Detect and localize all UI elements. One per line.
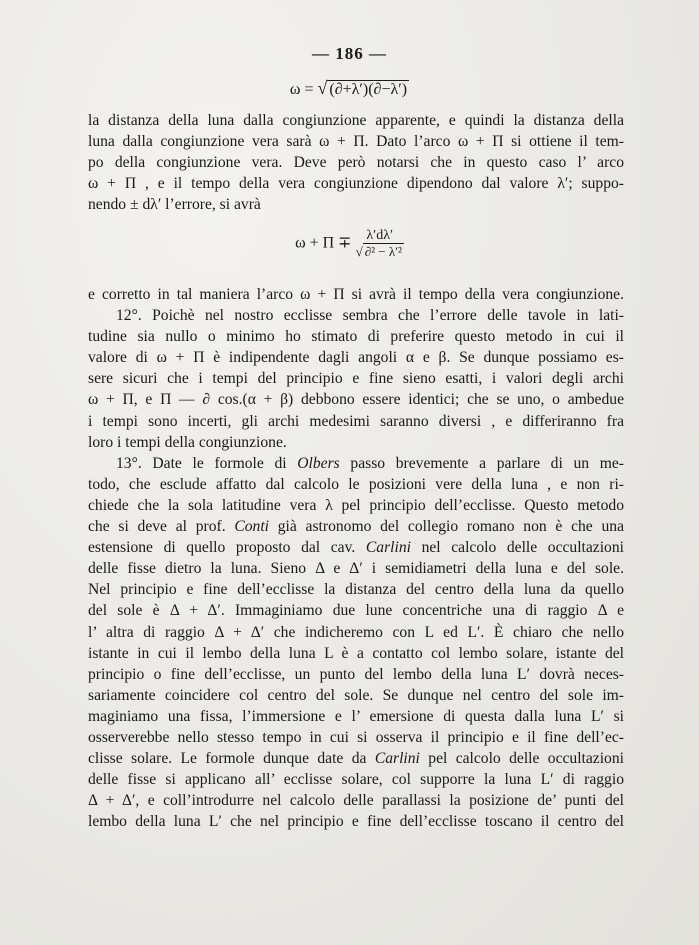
radicand: (∂+λ′)(∂−λ′): [329, 81, 408, 98]
equation-omega: [0, 78, 699, 99]
section-12-start: 12°. Poichè nel nostro ecclisse sembra che l’errore delle tavole in lati-: [116, 307, 624, 325]
text-line: loro i tempi della congiunzione.: [88, 433, 287, 451]
text-line: valore di ω + Π è indipendente dagli angoli α e β. Se dunque possiamo es-: [88, 349, 624, 367]
text-line: [88, 748, 624, 769]
name-conti: Conti: [234, 518, 270, 536]
paragraph-1: [88, 110, 624, 215]
section-13-start: [88, 453, 624, 474]
text-line: l’ altra di raggio Δ + Δ′ che indicheremo con L ed L′. È chiaro che nello: [88, 623, 624, 641]
text-fragment: nel calcolo delle occultazioni: [410, 539, 624, 557]
text-fragment: che si deve al prof.: [88, 518, 235, 536]
text-line: lembo della luna L′ che nel principio e fine dell’ecclisse toscano il centro del: [88, 813, 624, 831]
paragraph-2: [88, 284, 624, 832]
text-line: todo, che esclude affatto dal calcolo le posizioni vere della luna , e non ri-: [88, 475, 624, 493]
text-line: delle fisse dietro la luna. Sieno Δ e Δ′ i semidiametri della luna e del sole.: [88, 560, 624, 578]
text-line: [88, 516, 624, 537]
text-line: la distanza della luna dalla congiunzione apparente, e quindi la distanza della: [88, 112, 624, 129]
text-line: po della congiunzione vera. Deve però notarsi che in questo caso l’ arco: [88, 154, 624, 172]
name-carlini: Carlini: [374, 750, 420, 768]
text-line: [88, 537, 624, 558]
text-line: ω + Π , e il tempo della vera congiunzione dipendono dal valore λ′; suppo-: [88, 175, 624, 193]
text-line: Δ + Δ′, e coll’introdurre nel calcolo delle parallassi la posizione de’ punti del: [88, 792, 624, 810]
text-line: i tempi sono incerti, gli archi medesimi saranno diversi , e differiranno fra: [88, 412, 624, 430]
text-fragment: clisse solare. Le formole dunque date da: [88, 750, 375, 768]
page-number: — 186 —: [312, 44, 387, 63]
text-fragment: già astronomo del collegio romano non è che una: [269, 518, 624, 536]
text-line: sariamente coincidere col centro del sole. Se dunque nel centro del sole im-: [88, 686, 624, 704]
radical-sign: √: [355, 244, 363, 259]
text-line: del sole è Δ + Δ′. Immaginiamo due lune concentriche una di raggio Δ e: [88, 602, 624, 620]
text-fragment: 13°. Date le formole di: [116, 454, 298, 472]
text-fragment: pel calcolo delle occultazioni: [419, 750, 624, 768]
text-line: ω + Π, e Π — ∂ cos.(α + β) debbono essere identici; che se uno, o ambedue: [88, 391, 624, 409]
text-line: tudine sia nullo o minimo ho stimato di preferire questo metodo in cui il: [88, 328, 624, 346]
radical-sign: √: [317, 78, 328, 98]
text-fragment: passo brevemente a parlare di un me-: [339, 454, 624, 472]
denominator: [356, 244, 404, 260]
radicand: ∂² − λ′²: [364, 244, 402, 259]
text-line: e corretto in tal maniera l’arco ω + Π si avrà il tempo della vera congiunzione.: [88, 286, 624, 303]
text-line: maginiamo una fissa, l’immersione e l’ emersione di questa dalla luna L′ si: [88, 707, 624, 725]
text-line: chiede che la sola latitudine vera λ pel principio dell’ecclisse. Questo metodo: [88, 496, 624, 514]
text-line: Nel principio e fine dell’ecclisse la distanza del centro della luna da quello: [88, 581, 624, 599]
fraction: [356, 228, 404, 260]
text-line: sere sicuri che i tempi del principio e fine sieno esatti, i valori degli archi: [88, 370, 624, 388]
text-line: principio o fine dell’ecclisse, un punto del lembo della luna L′ dovrà neces-: [88, 665, 624, 683]
text-line: nendo ± dλ′ l’errore, si avrà: [88, 196, 261, 214]
text-line: luna dalla congiunzione vera sarà ω + Π. Dato l’arco ω + Π si ottiene il tem-: [88, 133, 624, 151]
square-root: [317, 78, 409, 99]
text-line: delle fisse si applicano all’ ecclisse solare, col supporre la luna L′ di raggio: [88, 771, 624, 789]
equation-lhs: ω + Π ∓: [295, 234, 352, 252]
name-carlini: Carlini: [365, 539, 411, 557]
text-fragment: estensione di quello proposto dal cav.: [88, 539, 366, 557]
text-line: osserverebbe nello stesso tempo in cui si osserva il principio e il fine dell’ec-: [88, 728, 624, 746]
equation-correction: [0, 228, 699, 260]
name-olbers: Olbers: [297, 454, 340, 472]
numerator: λ′dλ′: [366, 228, 394, 243]
equation-lhs: ω =: [289, 81, 314, 98]
text-line: istante in cui il lembo della luna L è a contatto col lembo solare, istante del: [88, 644, 624, 662]
